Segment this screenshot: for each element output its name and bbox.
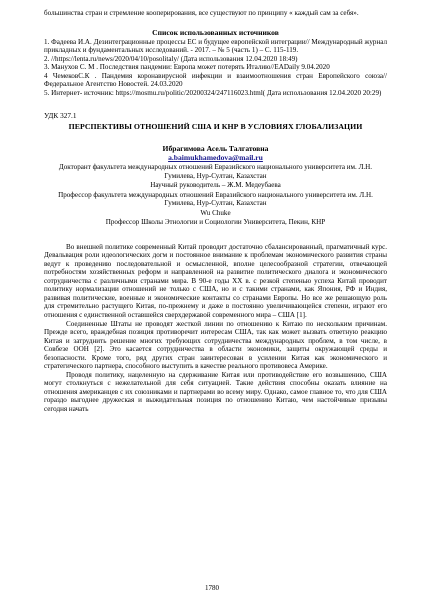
source-item: 3. Манухов С. М . Последствия пандемии: Европа может потерять Италию//EADaily 9.04.2020 (44, 63, 330, 72)
affiliation: Профессор факультета международных отношений Евразийского национального университета им. Л.Н. Гумилева, Нур-Султан, Казахстан (58, 190, 373, 208)
udc-code: УДК 327.1 (44, 111, 77, 121)
page-number: 1780 (205, 584, 219, 592)
author-name: Ибрагимова Асель Талгатовна (162, 144, 269, 154)
affiliation: Wu Chuke (200, 208, 231, 217)
sources-section (44, 28, 387, 98)
source-item: 1. Фадеева И.А. Дезинтеграционные процессы ЕС и будущее европейской интеграции// Международный журнал прикладных и фундаментальных исследований. - 2017. – № 5 (часть 1) – С. 115-119. (44, 37, 387, 55)
article-title: ПЕРСПЕКТИВЫ ОТНОШЕНИЙ США И КНР В УСЛОВИЯХ ГЛОБАЛИЗАЦИИ (68, 122, 363, 132)
sources-title: Список использованных источников (152, 27, 279, 37)
author-email-link[interactable]: a.baimukhamedova@mail.ru (168, 153, 263, 163)
affiliation: Докторант факультета международных отношений Евразийского национального университета им. Л.Н. Гумилева, Нур-Султан, Казахстан (58, 163, 373, 180)
intro-text: большинства стран и стремление кооперирования, все существуют по принципу « каждый сам за себя». (44, 9, 359, 17)
body-paragraph: Проводя политику, нацеленную на сдерживание Китая или противодействие его возвышению, США могут столкнуться с нежелательной для себя ситуацией. Такие действия способны оказать влияние на отношения американцев с их союзниками и партнерами во всему миру. Однако, самое главное то, что для США гораздо выгоднее дружеская и выжидательная позиция по отношению Китаю, чем настойчивые призывы сегодня начать (44, 370, 387, 413)
body-paragraph: Соединенные Штаты не проводят жесткой линии по отношению к Китаю по нескольким причинам. Прежде всего, враждебная позиция противоречит интересам США, так как может вызвать ответную реакцию Китая и затруднить решение многих требующих сотрудничества международных проблем, в том числе, в Совбезе ООН [2]. Это касается сотрудничества в области экономики, защиты окружающей среды и безопасности. Кроме того, ряд других стран заинтересован в усилении Китая как экономического и стратегического партнера, способного выступить в качестве реального противовеса Америке. (44, 319, 387, 371)
affiliations (44, 163, 387, 227)
source-item: 4 ЧемековС.К . Пандемия коронавирусной инфекции и взаимоотношения стран Европейского союза// Федеральное Агентство Новостей. 24.03.2020 (44, 71, 387, 89)
source-item: 5. Интернет- источник: https://mosmu.ru/politic/20200324/247116023.html( Дата использования 12.04.2020 20:29) (44, 88, 382, 97)
affiliation: Профессор Школы Этнологии и Социологии Университета, Пекин, КНР (105, 218, 326, 227)
source-item: 2. //https://lenta.ru/news/2020/04/10/posolitaly/ (Дата использования 12.04.2020 18:49) (44, 54, 298, 63)
article-body (44, 243, 387, 414)
affiliation: Научный руководитель – Ж.М. Медеубаева (150, 181, 281, 190)
body-paragraph: Во внешней политике современный Китай проводит достаточно сбалансированный, прагматичный курс. Девальвация роли идеологических догм и постоянное внимание к проблемам экономического развития страны ведут к проведению последовательной и осмысленной, вполне целесообразной стратегии, отвечающей потребностям хозяйственных реформ и направленной на развитие политического диалога и экономического сотрудничества с различными странами мира. В 90-е годы ХХ в. с резкой степенью успеха Китай проводит политику нормализации отношений не только с США, но и с такими странами, как Япония, РФ и Индия, развивая политические, военные и экономические контакты со странами Европы. Но все же решающую роль для стремительно растущего Китая, по-прежнему и даже в постоянно увеличивающейся степени, играют его отношения с единственной оставшейся сверхдержавой современного мира – США [1]. (44, 242, 387, 319)
